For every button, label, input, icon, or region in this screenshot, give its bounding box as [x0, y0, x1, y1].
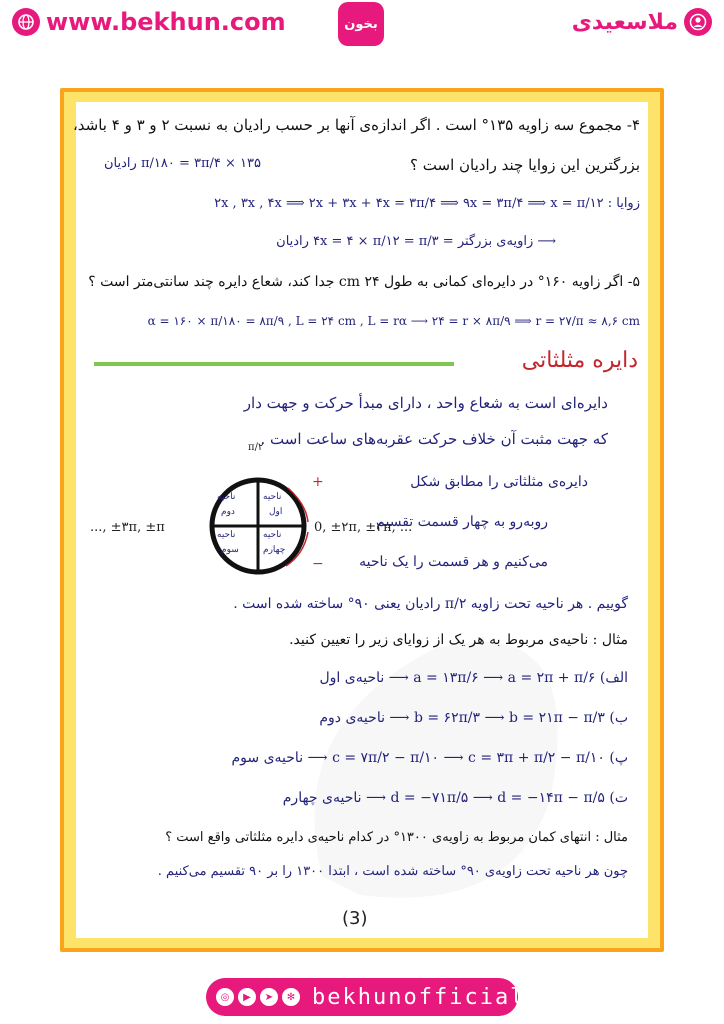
page-number: (3) — [342, 908, 368, 929]
division-line-3: می‌کنیم و هر قسمت را یک ناحیه — [359, 554, 548, 570]
q4-calc-3: ⟶ زاویه‌ی بزرگتر = ۴x = ۴ × π/۱۲ = π/۳ رادیان — [276, 234, 556, 249]
logo-text: بخون — [344, 16, 378, 32]
definition-line-2: که جهت مثبت آن خلاف حرکت عقربه‌های ساعت است . — [260, 430, 608, 448]
quadrant-3-label-b: سوم — [221, 545, 239, 555]
user-icon — [684, 8, 712, 36]
quadrant-4-label-b: چهارم — [263, 545, 286, 555]
quadrant-4-label-a: ناحیه — [263, 530, 282, 540]
social-footer[interactable] — [206, 978, 526, 1016]
site-url[interactable]: www.bekhun.com — [46, 8, 286, 36]
section-title: دایره مثلثاتی — [521, 348, 638, 373]
right-axis-values: 0, ±۲π, ±۴π, ... — [314, 520, 413, 535]
quadrant-1-label-b: اول — [269, 507, 283, 517]
social-handle[interactable]: bekhunofficial — [312, 984, 526, 1010]
q4-calc-1: ۱۳۵ × π/۱۸۰ = ۳π/۴ رادیان — [104, 156, 261, 171]
q4-calc-2: زوایا : ۲x , ۳x , ۴x ⟹ ۲x + ۳x + ۴x = ۳π/۴ ⟹ ۹x = ۳π/۴ ⟹ x = π/۱۲ — [214, 196, 640, 211]
top-header — [0, 0, 724, 50]
globe-icon — [12, 8, 40, 36]
author-badge — [572, 8, 712, 36]
division-line-4: گوییم . هر ناحیه تحت زاویه π/۲ رادیان یعنی ۹۰° ساخته شده است . — [233, 596, 628, 612]
example-intro: مثال : ناحیه‌ی مربوط به هر یک از زوایای زیر را تعیین کنید. — [289, 632, 628, 648]
example2-line-2: چون هر ناحیه تحت زاویه‌ی ۹۰° ساخته شده است ، ابتدا ۱۳۰۰ را بر ۹۰ تقسیم می‌کنیم . — [157, 864, 628, 879]
example2-line-1: مثال : انتهای کمان مربوط به زاویه‌ی ۱۳۰۰° در کدام ناحیه‌ی دایره مثلثاتی واقع است ؟ — [165, 830, 628, 845]
example-b: ب) b = ۶۲π/۳ ⟶ b = ۲۱π − π/۳ ⟶ ناحیه‌ی دوم — [319, 710, 628, 726]
quadrant-2-label-b: دوم — [221, 507, 235, 517]
division-line-1: دایره‌ی مثلثاتی را مطابق شکل — [410, 474, 588, 490]
definition-line-1: دایره‌ای است به شعاع واحد ، دارای مبدأ حرکت و جهت دار — [243, 394, 608, 412]
brand-logo — [338, 2, 384, 46]
site-link[interactable] — [12, 8, 286, 36]
instagram-icon[interactable]: ◎ — [216, 988, 234, 1006]
youtube-icon[interactable]: ▶ — [238, 988, 256, 1006]
left-axis-values: ..., ±۳π, ±π — [90, 520, 165, 535]
author-name: ملاسعیدی — [571, 9, 678, 35]
q4-line-1: ۴- مجموع سه زاویه ۱۳۵° است . اگر اندازه‌ی آنها بر حسب رادیان به نسبت ۲ و ۳ و ۴ باشد، — [72, 116, 640, 134]
circle-top-label: π/۲ — [248, 442, 264, 453]
q5-calc: α = ۱۶۰ × π/۱۸۰ = ۸π/۹ , L = ۲۴ cm , L = rα ⟶ ۲۴ = r × ۸π/۹ ⟹ r = ۲۷/π ≈ ۸,۶ cm — [147, 314, 640, 328]
q4-line-2: بزرگترین این زوایا چند رادیان است ؟ — [410, 156, 640, 174]
circle-minus-sign: − — [312, 556, 324, 572]
quadrant-2-label-a: ناحیه — [217, 492, 236, 502]
section-rule — [94, 362, 454, 366]
worksheet-page — [72, 102, 648, 938]
example-a: الف) a = ۱۳π/۶ ⟶ a = ۲π + π/۶ ⟶ ناحیه‌ی اول — [319, 670, 628, 686]
quadrant-3-label-a: ناحیه — [217, 530, 236, 540]
aparat-icon[interactable]: ✻ — [282, 988, 300, 1006]
circle-plus-sign: + — [312, 474, 324, 490]
unit-circle-figure — [188, 444, 328, 594]
example-c: پ) c = ۷π/۲ − π/۱۰ ⟶ c = ۳π + π/۲ − π/۱۰ ⟶ ناحیه‌ی سوم — [231, 750, 628, 766]
division-line-2: روبه‌رو به چهار قسمت تقسیم — [376, 514, 548, 530]
q5-line-1: ۵- اگر زاویه ۱۶۰° در دایره‌ای کمانی به طول ۲۴ cm جدا کند، شعاع دایره چند سانتی‌متر است ؟ — [88, 274, 640, 290]
example-d: ت) d = −۷۱π/۵ ⟶ d = −۱۴π − π/۵ ⟶ ناحیه‌ی چهارم — [282, 790, 628, 806]
telegram-icon[interactable]: ➤ — [260, 988, 278, 1006]
quadrant-1-label-a: ناحیه — [263, 492, 282, 502]
social-icons — [216, 988, 300, 1006]
